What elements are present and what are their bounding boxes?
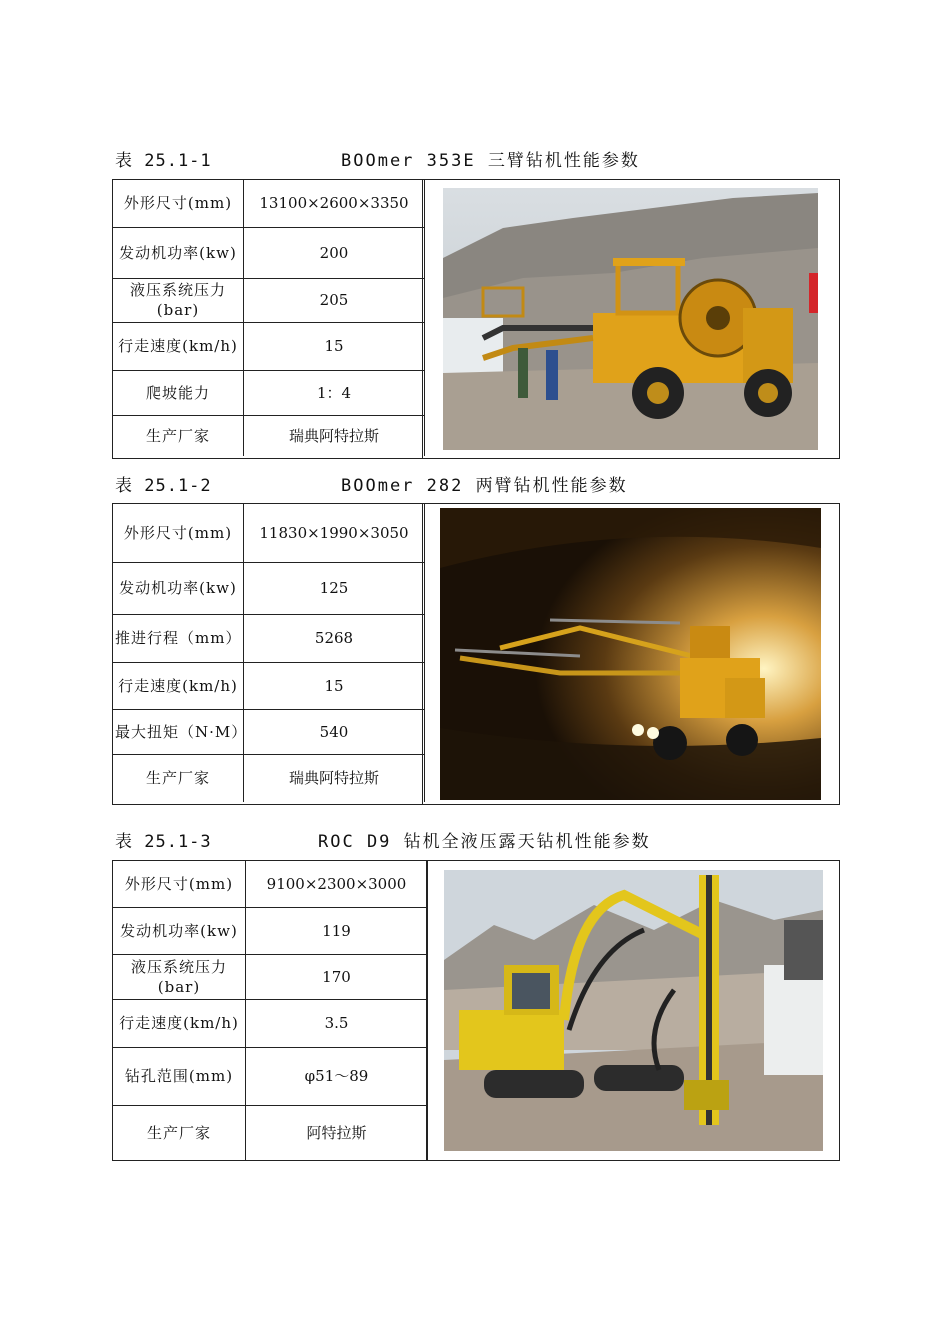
image-cell-divider xyxy=(422,504,423,804)
row-value: 200 xyxy=(244,227,425,278)
row-value: 13100×2600×3350 xyxy=(244,180,425,227)
row-value: 170 xyxy=(246,954,428,999)
row-label: 外形尺寸(mm) xyxy=(113,504,244,562)
table-row xyxy=(113,322,425,370)
row-label: 行走速度(km/h) xyxy=(113,322,244,370)
row-label: 生产厂家 xyxy=(113,1105,246,1160)
table-row xyxy=(113,954,428,999)
table-row xyxy=(113,614,425,662)
table-row xyxy=(113,1105,428,1160)
table-row xyxy=(113,415,425,456)
table-row xyxy=(113,370,425,415)
row-label: 发动机功率(kw) xyxy=(113,227,244,278)
table-row xyxy=(113,709,425,754)
table-row xyxy=(113,227,425,278)
row-label: 液压系统压力(bar) xyxy=(113,954,246,999)
table-row xyxy=(113,662,425,709)
boomer-282-photo xyxy=(440,508,821,800)
spec-table-3-grid xyxy=(113,861,428,1160)
table-3-title: ROC D9 钻机全液压露天钻机性能参数 xyxy=(318,832,651,852)
spec-table-2 xyxy=(112,503,840,805)
row-label: 生产厂家 xyxy=(113,415,244,456)
table-row xyxy=(113,504,425,562)
table-row xyxy=(113,1047,428,1105)
table-3-number: 表 25.1-3 xyxy=(115,832,212,852)
table-row xyxy=(113,754,425,802)
row-value: 阿特拉斯 xyxy=(246,1105,428,1160)
row-label: 外形尺寸(mm) xyxy=(113,861,246,907)
table-row xyxy=(113,180,425,227)
boomer-353e-photo xyxy=(443,188,818,450)
spec-table-1 xyxy=(112,179,840,459)
image-cell-divider xyxy=(426,861,427,1160)
table-row xyxy=(113,562,425,614)
row-value: φ51～89 xyxy=(246,1047,428,1105)
row-value: 125 xyxy=(244,562,425,614)
row-label: 发动机功率(kw) xyxy=(113,562,244,614)
row-value: 5268 xyxy=(244,614,425,662)
spec-table-3 xyxy=(112,860,840,1161)
roc-d9-photo xyxy=(444,870,823,1151)
row-label: 生产厂家 xyxy=(113,754,244,802)
row-value: 205 xyxy=(244,278,425,322)
row-label: 液压系统压力(bar) xyxy=(113,278,244,322)
row-value: 15 xyxy=(244,322,425,370)
row-value: 瑞典阿特拉斯 xyxy=(244,415,425,456)
image-cell-divider xyxy=(422,180,423,458)
row-value: 15 xyxy=(244,662,425,709)
row-label: 发动机功率(kw) xyxy=(113,907,246,954)
row-value: 3.5 xyxy=(246,999,428,1047)
table-2-number: 表 25.1-2 xyxy=(115,476,212,496)
row-label: 推进行程（mm） xyxy=(113,614,244,662)
row-value: 119 xyxy=(246,907,428,954)
table-2-title: BOOmer 282 两臂钻机性能参数 xyxy=(341,476,628,496)
row-label: 行走速度(km/h) xyxy=(113,662,244,709)
row-label: 爬坡能力 xyxy=(113,370,244,415)
row-label: 钻孔范围(mm) xyxy=(113,1047,246,1105)
row-value: 9100×2300×3000 xyxy=(246,861,428,907)
row-label: 最大扭矩（N·M） xyxy=(113,709,244,754)
row-value: 11830×1990×3050 xyxy=(244,504,425,562)
table-1-title: BOOmer 353E 三臂钻机性能参数 xyxy=(341,151,640,171)
row-value: 540 xyxy=(244,709,425,754)
table-row xyxy=(113,861,428,907)
spec-table-1-grid xyxy=(113,180,425,456)
table-1-number: 表 25.1-1 xyxy=(115,151,212,171)
table-row xyxy=(113,278,425,322)
row-value: 瑞典阿特拉斯 xyxy=(244,754,425,802)
spec-table-2-grid xyxy=(113,504,425,802)
table-row xyxy=(113,907,428,954)
table-row xyxy=(113,999,428,1047)
row-label: 外形尺寸(mm) xyxy=(113,180,244,227)
row-value: 1：4 xyxy=(244,370,425,415)
row-label: 行走速度(km/h) xyxy=(113,999,246,1047)
